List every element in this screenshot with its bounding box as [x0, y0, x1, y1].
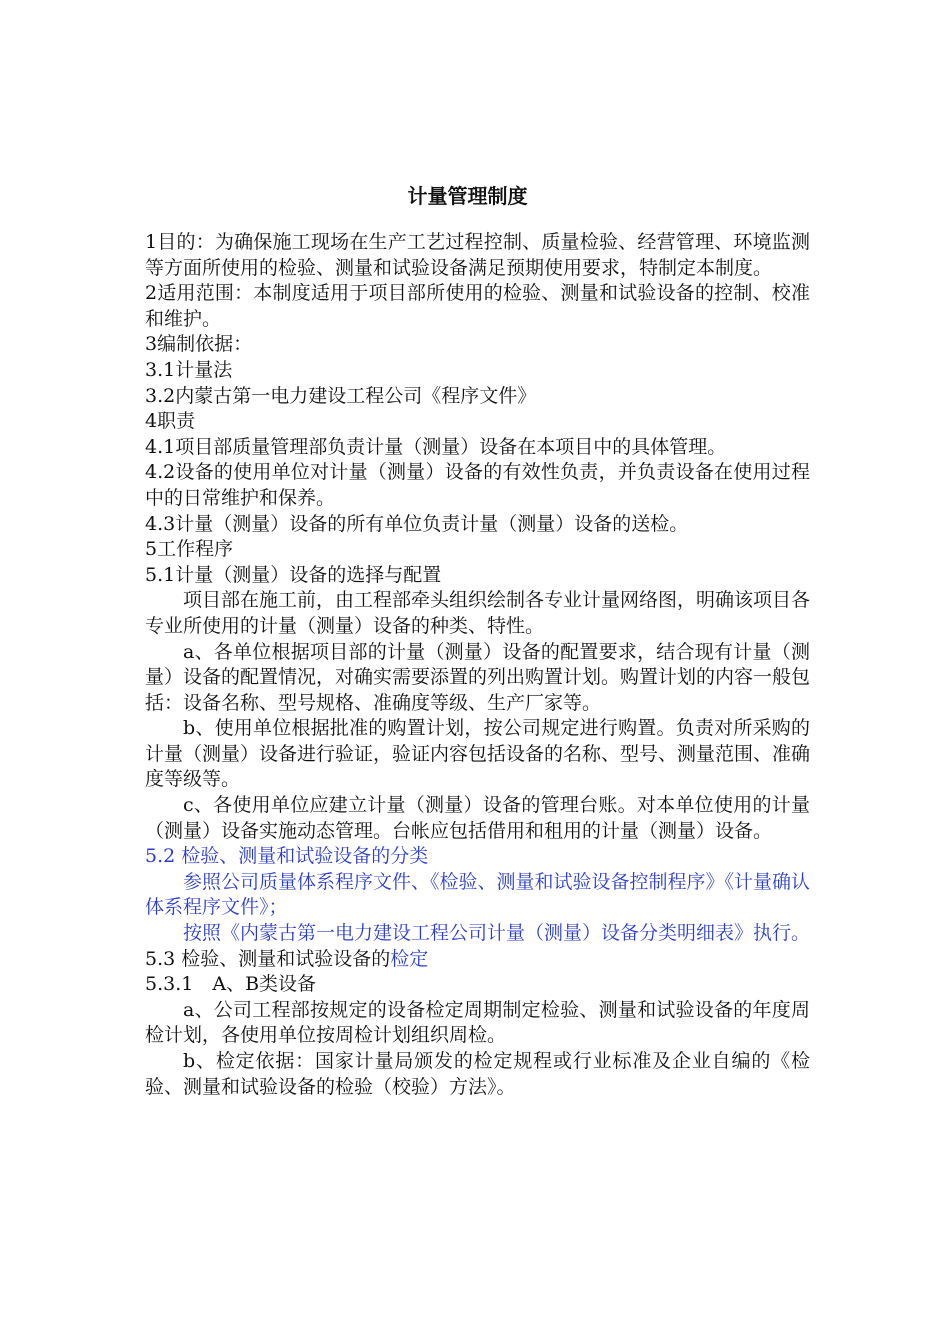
paragraph: a、各单位根据项目部的计量（测量）设备的配置要求，结合现有计量（测量）设备的配置情况，对确实需要添置的列出购置计划。购置计划的内容一般包括：设备名称、型号规格、准确度等级、生产厂家等。: [145, 640, 811, 714]
section-heading: 5.1计量（测量）设备的选择与配置: [145, 563, 442, 586]
paragraph: 参照公司质量体系程序文件、《检验、测量和试验设备控制程序》《计量确认体系程序文件》；: [145, 870, 811, 919]
document-page: [145, 178, 810, 1100]
document-title: 计量管理制度: [407, 184, 528, 208]
paragraph: a、公司工程部按规定的设备检定周期制定检验、测量和试验设备的年度周检计划，各使用单位按周检计划组织周检。: [145, 998, 810, 1047]
paragraph: 1目的：为确保施工现场在生产工艺过程控制、质量检验、经营管理、环境监测等方面所使用的检验、测量和试验设备满足预期使用要求，特制定本制度。: [145, 231, 810, 279]
section-heading: 5.3.1 A、B类设备: [145, 973, 317, 996]
paragraph: 4.1项目部质量管理部负责计量（测量）设备在本项目中的具体管理。: [145, 435, 727, 458]
paragraph: 3编制依据：: [145, 333, 253, 356]
section-heading: 5工作程序: [145, 538, 234, 561]
section-heading: 5.2 检验、测量和试验设备的分类: [145, 845, 429, 868]
paragraph: 4.2设备的使用单位对计量（测量）设备的有效性负责，并负责设备在使用过程中的日常维护和保养。: [145, 461, 810, 509]
paragraph: c、各使用单位应建立计量（测量）设备的管理台账。对本单位使用的计量（测量）设备实施动态管理。台帐应包括借用和租用的计量（测量）设备。: [145, 794, 810, 842]
paragraph: 3.2内蒙古第一电力建设工程公司《程序文件》: [145, 384, 537, 407]
paragraph: 项目部在施工前，由工程部牵头组织绘制各专业计量网络图，明确该项目各专业所使用的计量（测量）设备的种类、特性。: [145, 589, 811, 637]
section-heading-text: 5.3 检验、测量和试验设备的: [145, 947, 391, 970]
paragraph: 按照《内蒙古第一电力建设工程公司计量（测量）设备分类明细表》执行。: [183, 922, 811, 945]
section-heading: 4职责: [145, 410, 196, 433]
paragraph: 4.3计量（测量）设备的所有单位负责计量（测量）设备的送检。: [145, 512, 689, 535]
paragraph: b、使用单位根据批准的购置计划，按公司规定进行购置。负责对所采购的计量（测量）设备进行验证，验证内容包括设备的名称、型号、测量范围、准确度等级等。: [145, 717, 811, 791]
section-heading-highlight: 检定: [390, 947, 429, 970]
paragraph: 2适用范围：本制度适用于项目部所使用的检验、测量和试验设备的控制、校准和维护。: [145, 282, 810, 330]
paragraph: 3.1计量法: [145, 358, 233, 381]
section-heading: [145, 947, 810, 973]
document-body: [145, 230, 810, 1100]
paragraph: b、检定依据：国家计量局颁发的检定规程或行业标准及企业自编的《检验、测量和试验设备的检验（校验）方法》。: [145, 1050, 810, 1098]
